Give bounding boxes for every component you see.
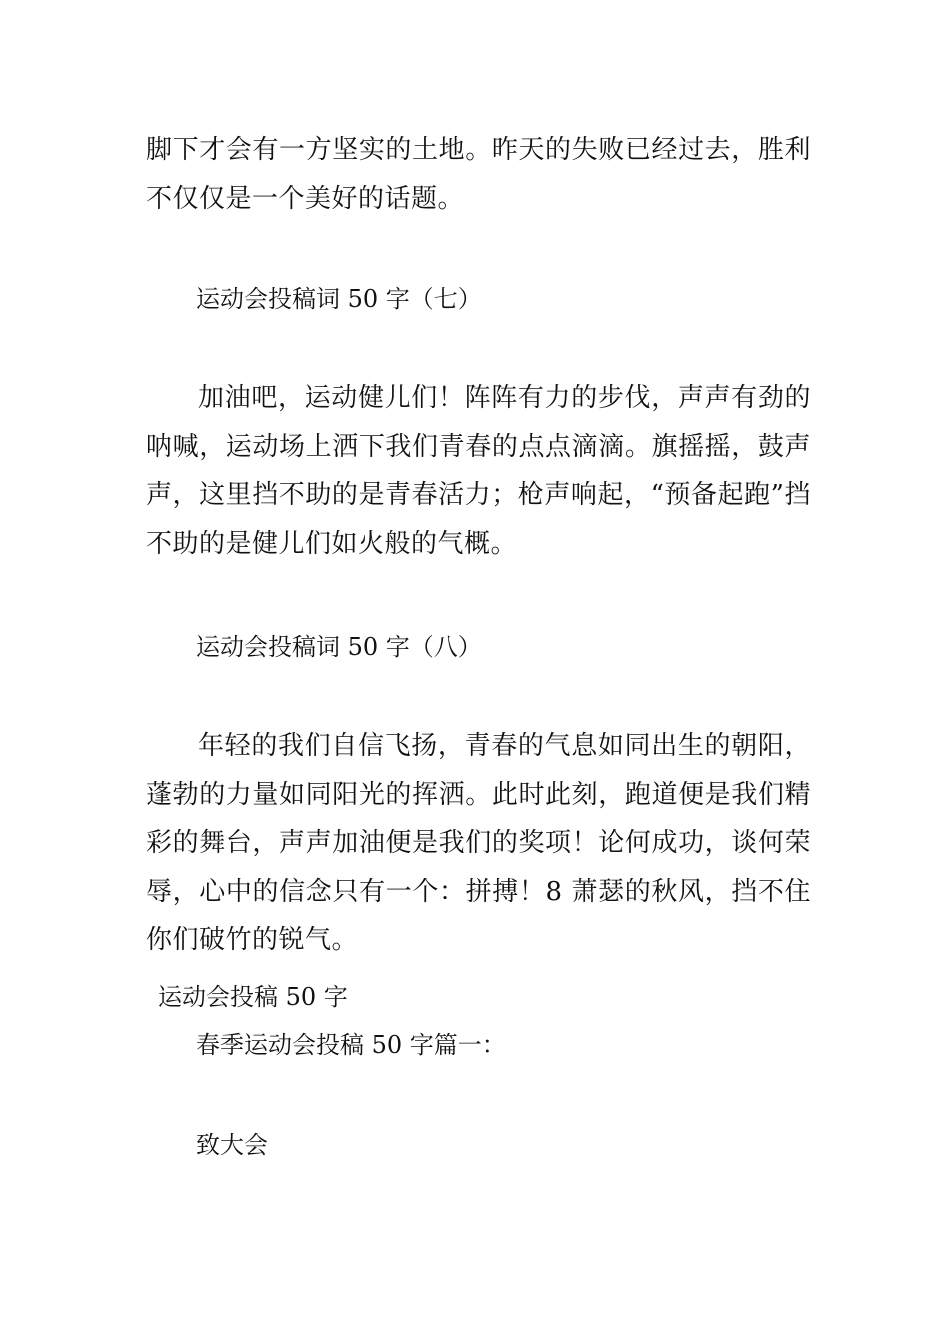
document-subtitle: 春季运动会投稿 50 字篇一： xyxy=(196,1031,506,1059)
section-heading-7: 运动会投稿词 50 字（七） xyxy=(196,285,482,313)
paragraph-continuation: 脚下才会有一方坚实的土地。昨天的失败已经过去，胜利不仅仅是一个美好的话题。 xyxy=(146,135,811,214)
paragraph-address: 致大会 xyxy=(196,1131,268,1159)
paragraph-cheer: 加油吧，运动健儿们！阵阵有力的步伐，声声有劲的呐喊，运动场上洒下我们青春的点点滴滴。旗摇摇，鼓声声，这里挡不助的是青春活力；枪声响起，“预备起跑”挡不助的是健儿们如火般的气概。 xyxy=(146,383,811,559)
section-heading-8: 运动会投稿词 50 字（八） xyxy=(196,633,482,661)
document-title: 运动会投稿 50 字 xyxy=(158,983,348,1011)
paragraph-youth: 年轻的我们自信飞扬，青春的气息如同出生的朝阳，蓬勃的力量如同阳光的挥洒。此时此刻，跑道便是我们精彩的舞台，声声加油便是我们的奖项！论何成功，谈何荣辱，心中的信念只有一个：拼搏！8 萧瑟的秋风，挡不住你们破竹的锐气。 xyxy=(146,731,811,955)
